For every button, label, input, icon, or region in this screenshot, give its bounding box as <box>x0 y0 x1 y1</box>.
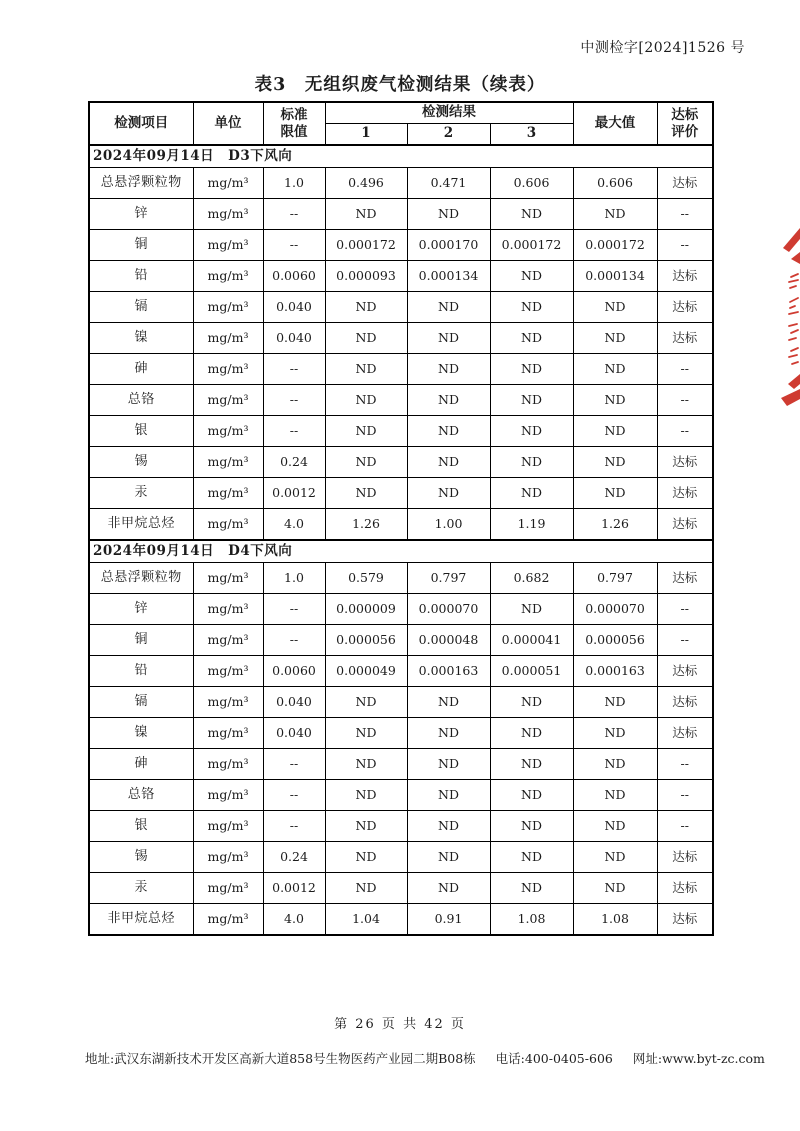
cell-pass: -- <box>657 230 713 261</box>
cell-limit: -- <box>263 230 325 261</box>
cell-item: 砷 <box>89 354 193 385</box>
cell-pass: -- <box>657 594 713 625</box>
table-row <box>89 687 713 718</box>
cell-result-2: 0.797 <box>407 563 490 594</box>
footer-contact <box>85 1049 765 1067</box>
cell-item: 镉 <box>89 292 193 323</box>
table-row <box>89 478 713 509</box>
cell-limit: -- <box>263 594 325 625</box>
cell-result-2: 0.000134 <box>407 261 490 292</box>
cell-limit: 4.0 <box>263 509 325 541</box>
cell-max: 0.797 <box>573 563 657 594</box>
cell-limit: 0.0060 <box>263 261 325 292</box>
cell-pass: 达标 <box>657 447 713 478</box>
cell-max: ND <box>573 811 657 842</box>
cell-result-2: ND <box>407 385 490 416</box>
cell-result-3: ND <box>490 873 573 904</box>
cell-unit: mg/m³ <box>193 230 263 261</box>
cell-unit: mg/m³ <box>193 261 263 292</box>
cell-result-3: ND <box>490 292 573 323</box>
cell-result-2: ND <box>407 292 490 323</box>
cell-item: 非甲烷总烃 <box>89 509 193 541</box>
table-row <box>89 168 713 199</box>
cell-result-2: 0.471 <box>407 168 490 199</box>
cell-result-1: ND <box>325 842 407 873</box>
cell-item: 镉 <box>89 687 193 718</box>
cell-result-2: 1.00 <box>407 509 490 541</box>
cell-result-2: ND <box>407 718 490 749</box>
cell-result-3: 0.682 <box>490 563 573 594</box>
cell-result-2: 0.000070 <box>407 594 490 625</box>
cell-limit: 0.0012 <box>263 478 325 509</box>
cell-limit: -- <box>263 749 325 780</box>
cell-result-1: ND <box>325 354 407 385</box>
cell-unit: mg/m³ <box>193 354 263 385</box>
cell-item: 银 <box>89 811 193 842</box>
table-row <box>89 718 713 749</box>
cell-item: 总悬浮颗粒物 <box>89 168 193 199</box>
table-row <box>89 904 713 936</box>
table-title: 表3 无组织废气检测结果（续表） <box>254 75 546 95</box>
cell-pass: 达标 <box>657 261 713 292</box>
cell-result-1: 1.26 <box>325 509 407 541</box>
cell-item: 铜 <box>89 625 193 656</box>
cell-unit: mg/m³ <box>193 416 263 447</box>
footer-web: 网址:www.byt-zc.com <box>632 1051 765 1066</box>
table-row <box>89 811 713 842</box>
doc-number: 中测检字[2024]1526 号 <box>580 40 745 56</box>
cell-limit: -- <box>263 416 325 447</box>
col-header-result-1: 1 <box>325 124 407 146</box>
section-title: 2024年09月14日 D3下风向 <box>89 145 713 168</box>
cell-result-2: ND <box>407 199 490 230</box>
cell-limit: -- <box>263 199 325 230</box>
cell-limit: 0.24 <box>263 447 325 478</box>
cell-pass: 达标 <box>657 656 713 687</box>
cell-unit: mg/m³ <box>193 509 263 541</box>
cell-pass: 达标 <box>657 687 713 718</box>
cell-unit: mg/m³ <box>193 323 263 354</box>
cell-result-1: ND <box>325 749 407 780</box>
cell-result-1: 0.000009 <box>325 594 407 625</box>
cell-unit: mg/m³ <box>193 594 263 625</box>
cell-result-2: ND <box>407 447 490 478</box>
cell-item: 总铬 <box>89 385 193 416</box>
cell-unit: mg/m³ <box>193 656 263 687</box>
cell-result-2: 0.000163 <box>407 656 490 687</box>
cell-item: 铜 <box>89 230 193 261</box>
cell-pass: 达标 <box>657 478 713 509</box>
cell-result-1: ND <box>325 323 407 354</box>
cell-unit: mg/m³ <box>193 749 263 780</box>
section-row <box>89 145 713 168</box>
cell-unit: mg/m³ <box>193 811 263 842</box>
cell-limit: -- <box>263 780 325 811</box>
cell-result-3: ND <box>490 749 573 780</box>
cell-item: 锡 <box>89 842 193 873</box>
cell-max: ND <box>573 385 657 416</box>
cell-item: 锡 <box>89 447 193 478</box>
cell-result-2: 0.000170 <box>407 230 490 261</box>
cell-limit: 0.040 <box>263 323 325 354</box>
cell-max: ND <box>573 780 657 811</box>
cell-result-3: 0.606 <box>490 168 573 199</box>
cell-pass: -- <box>657 354 713 385</box>
table-row <box>89 199 713 230</box>
cell-result-3: ND <box>490 416 573 447</box>
cell-pass: 达标 <box>657 563 713 594</box>
cell-result-3: 0.000041 <box>490 625 573 656</box>
cell-result-1: ND <box>325 687 407 718</box>
cell-item: 总铬 <box>89 780 193 811</box>
cell-pass: -- <box>657 385 713 416</box>
cell-item: 银 <box>89 416 193 447</box>
cell-limit: -- <box>263 385 325 416</box>
cell-max: 1.08 <box>573 904 657 936</box>
table-row <box>89 385 713 416</box>
cell-item: 汞 <box>89 478 193 509</box>
cell-result-2: ND <box>407 354 490 385</box>
cell-result-3: ND <box>490 323 573 354</box>
cell-result-3: 0.000051 <box>490 656 573 687</box>
cell-result-2: ND <box>407 416 490 447</box>
cell-result-3: ND <box>490 478 573 509</box>
cell-result-2: ND <box>407 749 490 780</box>
cell-result-3: ND <box>490 447 573 478</box>
footer-phone: 电话:400-0405-606 <box>495 1051 613 1066</box>
cell-result-2: ND <box>407 873 490 904</box>
cell-result-1: 0.000093 <box>325 261 407 292</box>
table-row <box>89 416 713 447</box>
cell-max: ND <box>573 292 657 323</box>
cell-result-1: ND <box>325 199 407 230</box>
cell-item: 铅 <box>89 656 193 687</box>
cell-max: ND <box>573 718 657 749</box>
cell-unit: mg/m³ <box>193 168 263 199</box>
red-seal-stamp <box>774 226 800 411</box>
cell-max: ND <box>573 354 657 385</box>
cell-result-1: ND <box>325 811 407 842</box>
cell-unit: mg/m³ <box>193 292 263 323</box>
cell-result-1: 1.04 <box>325 904 407 936</box>
cell-pass: 达标 <box>657 292 713 323</box>
cell-pass: -- <box>657 625 713 656</box>
cell-max: ND <box>573 687 657 718</box>
col-header-pass <box>657 102 713 145</box>
cell-max: 0.000172 <box>573 230 657 261</box>
cell-item: 锌 <box>89 594 193 625</box>
cell-unit: mg/m³ <box>193 780 263 811</box>
col-header-item: 检测项目 <box>89 102 193 145</box>
section-title: 2024年09月14日 D4下风向 <box>89 540 713 563</box>
cell-result-1: 0.000056 <box>325 625 407 656</box>
col-header-result-3: 3 <box>490 124 573 146</box>
cell-pass: 达标 <box>657 323 713 354</box>
cell-limit: 0.040 <box>263 718 325 749</box>
cell-result-3: ND <box>490 594 573 625</box>
cell-result-3: ND <box>490 385 573 416</box>
cell-unit: mg/m³ <box>193 385 263 416</box>
cell-pass: -- <box>657 811 713 842</box>
cell-limit: 0.0060 <box>263 656 325 687</box>
table-row <box>89 323 713 354</box>
cell-pass: 达标 <box>657 842 713 873</box>
cell-result-1: 0.000049 <box>325 656 407 687</box>
cell-unit: mg/m³ <box>193 199 263 230</box>
cell-result-1: ND <box>325 447 407 478</box>
cell-result-1: ND <box>325 780 407 811</box>
cell-pass: 达标 <box>657 904 713 936</box>
cell-unit: mg/m³ <box>193 563 263 594</box>
col-header-limit-line2: 限值 <box>280 123 308 140</box>
table-row <box>89 749 713 780</box>
cell-pass: 达标 <box>657 718 713 749</box>
cell-max: ND <box>573 749 657 780</box>
cell-result-1: 0.000172 <box>325 230 407 261</box>
cell-max: ND <box>573 199 657 230</box>
footer-address: 地址:武汉东湖新技术开发区高新大道858号生物医药产业园二期B08栋 <box>85 1051 476 1066</box>
cell-result-3: ND <box>490 718 573 749</box>
section-row <box>89 540 713 563</box>
table-row <box>89 447 713 478</box>
cell-result-2: ND <box>407 780 490 811</box>
cell-max: ND <box>573 873 657 904</box>
table-row <box>89 563 713 594</box>
cell-pass: -- <box>657 749 713 780</box>
cell-limit: 0.040 <box>263 292 325 323</box>
cell-result-2: 0.91 <box>407 904 490 936</box>
cell-result-1: ND <box>325 873 407 904</box>
cell-result-3: ND <box>490 354 573 385</box>
cell-item: 铅 <box>89 261 193 292</box>
cell-max: ND <box>573 416 657 447</box>
cell-result-2: 0.000048 <box>407 625 490 656</box>
cell-max: 1.26 <box>573 509 657 541</box>
cell-max: ND <box>573 478 657 509</box>
cell-item: 镍 <box>89 323 193 354</box>
cell-limit: 0.0012 <box>263 873 325 904</box>
cell-limit: -- <box>263 811 325 842</box>
table-row <box>89 625 713 656</box>
cell-result-3: ND <box>490 780 573 811</box>
cell-result-1: ND <box>325 478 407 509</box>
cell-pass: -- <box>657 416 713 447</box>
table-row <box>89 842 713 873</box>
table-row <box>89 354 713 385</box>
cell-pass: -- <box>657 199 713 230</box>
header-row-1 <box>89 102 713 124</box>
table-row <box>89 656 713 687</box>
cell-unit: mg/m³ <box>193 718 263 749</box>
cell-result-2: ND <box>407 842 490 873</box>
cell-result-1: ND <box>325 292 407 323</box>
table-row <box>89 873 713 904</box>
cell-result-3: ND <box>490 811 573 842</box>
cell-max: ND <box>573 447 657 478</box>
cell-max: ND <box>573 842 657 873</box>
cell-item: 非甲烷总烃 <box>89 904 193 936</box>
cell-limit: 1.0 <box>263 563 325 594</box>
table-row <box>89 292 713 323</box>
col-header-result-2: 2 <box>407 124 490 146</box>
results-table <box>88 101 714 936</box>
cell-pass: 达标 <box>657 168 713 199</box>
cell-unit: mg/m³ <box>193 447 263 478</box>
cell-result-3: ND <box>490 199 573 230</box>
cell-result-1: ND <box>325 385 407 416</box>
cell-item: 砷 <box>89 749 193 780</box>
cell-item: 镍 <box>89 718 193 749</box>
cell-result-2: ND <box>407 811 490 842</box>
cell-limit: -- <box>263 354 325 385</box>
cell-limit: 0.24 <box>263 842 325 873</box>
cell-pass: 达标 <box>657 873 713 904</box>
table-row <box>89 780 713 811</box>
cell-result-2: ND <box>407 478 490 509</box>
cell-unit: mg/m³ <box>193 687 263 718</box>
cell-limit: 0.040 <box>263 687 325 718</box>
cell-result-3: ND <box>490 261 573 292</box>
col-header-pass-line2: 评价 <box>671 123 699 140</box>
cell-max: 0.000163 <box>573 656 657 687</box>
cell-unit: mg/m³ <box>193 842 263 873</box>
cell-item: 锌 <box>89 199 193 230</box>
cell-result-3: 1.08 <box>490 904 573 936</box>
cell-result-3: ND <box>490 842 573 873</box>
red-seal-stamp-graphic <box>774 226 800 411</box>
cell-unit: mg/m³ <box>193 478 263 509</box>
cell-unit: mg/m³ <box>193 625 263 656</box>
cell-result-3: 1.19 <box>490 509 573 541</box>
cell-result-1: 0.579 <box>325 563 407 594</box>
cell-max: 0.000070 <box>573 594 657 625</box>
cell-result-1: ND <box>325 416 407 447</box>
col-header-unit: 单位 <box>193 102 263 145</box>
cell-limit: 4.0 <box>263 904 325 936</box>
cell-max: 0.000134 <box>573 261 657 292</box>
col-header-limit-line1: 标准 <box>280 107 308 124</box>
table-row <box>89 509 713 541</box>
cell-limit: 1.0 <box>263 168 325 199</box>
cell-limit: -- <box>263 625 325 656</box>
cell-pass: -- <box>657 780 713 811</box>
cell-result-1: 0.496 <box>325 168 407 199</box>
page-number: 第 26 页 共 42 页 <box>334 1017 466 1032</box>
col-header-limit <box>263 102 325 145</box>
cell-pass: 达标 <box>657 509 713 541</box>
cell-item: 总悬浮颗粒物 <box>89 563 193 594</box>
cell-max: ND <box>573 323 657 354</box>
cell-max: 0.000056 <box>573 625 657 656</box>
col-header-pass-line1: 达标 <box>671 107 699 124</box>
col-header-max: 最大值 <box>573 102 657 145</box>
cell-result-1: ND <box>325 718 407 749</box>
cell-result-2: ND <box>407 687 490 718</box>
cell-result-3: ND <box>490 687 573 718</box>
table-row <box>89 261 713 292</box>
cell-result-2: ND <box>407 323 490 354</box>
col-header-results: 检测结果 <box>325 102 573 124</box>
cell-item: 汞 <box>89 873 193 904</box>
cell-result-3: 0.000172 <box>490 230 573 261</box>
table-row <box>89 230 713 261</box>
cell-max: 0.606 <box>573 168 657 199</box>
table-row <box>89 594 713 625</box>
cell-unit: mg/m³ <box>193 873 263 904</box>
cell-unit: mg/m³ <box>193 904 263 936</box>
